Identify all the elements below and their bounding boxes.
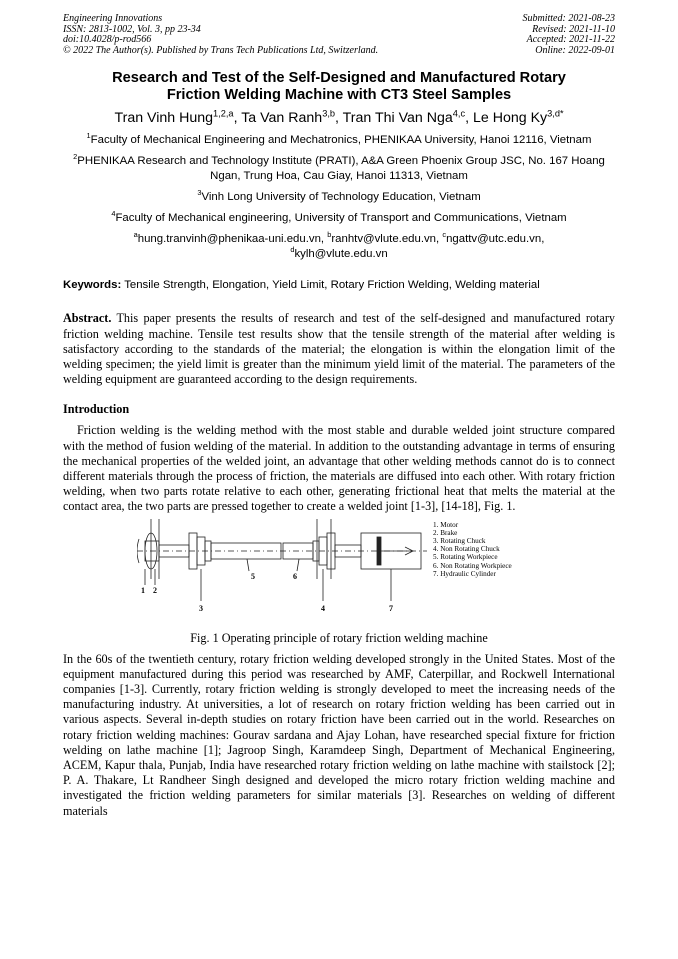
abstract bbox=[63, 311, 615, 387]
journal-name: Engineering Innovations bbox=[63, 13, 163, 24]
body-paragraph: Friction welding is the welding method with the most stable and durable welded joint structure compared with the method of fusion welding of the material. In addition to the outstanding advantage in terms of ensuring the mechanical properties of the welded joint, an advantage that other welding methods cannot do is to connect different materials through the process of friction, the materials are diffused into each other. With rotary friction welding, when two parts rotate relative to each other, generating frictional heat that melts the material at the contact area, the two parts are pressed together to create a welded joint [1-3], [14-18], Fig. 1. bbox=[63, 423, 615, 514]
issn: ISSN: 2813-1002, Vol. 3, pp 23-34 bbox=[63, 23, 201, 35]
affiliation: $^4$Faculty of Mechanical engineering, University of Transport and Communications, Vietnam bbox=[111, 209, 567, 225]
label-2: 2 bbox=[153, 585, 157, 595]
abstract-text: This paper presents the results of research and test of the self-designed and manufactured rotary friction welding machine. Tensile test results show that the tensile strength of the material after welding is satisfactory according to the standards of the material; the elongation is within the elongation limit of the welding specimen; the yield limit is greater than the minimum yield limit of the material. The parameters of the welding equipment are guaranteed according to the design requirements. bbox=[63, 311, 615, 387]
abstract-label: Abstract. bbox=[63, 311, 112, 326]
label-1: 1 bbox=[141, 585, 145, 595]
email-list: $^a$hung.tranvinh@phenikaa-uni.edu.vn, $^b$ranhtv@vlute.edu.vn, $^c$ngattv@utc.edu.vn, $^d$kylh@vlute.edu.vn bbox=[133, 230, 545, 261]
title-line-1: Research and Test of the Self-Designed and Manufactured Rotary bbox=[112, 70, 566, 87]
label-7: 7 bbox=[389, 603, 393, 613]
author: Tran Thi Van Nga$^{4,c}$, bbox=[342, 108, 473, 127]
keywords bbox=[63, 278, 615, 293]
body-paragraph: In the 60s of the twentieth century, rotary friction welding developed strongly in the United States. Most of the equipment manufactured during this period was researched by AMF, Caterpillar, and Rockwell International companies [1-3]. Currently, rotary friction welding is strongly developed to meet the increasing needs of the manufacturing industry. At universities, a lot of research on rotary friction welding has been carried out in various aspects. Several in-depth studies on rotary friction have been carried out in the world. Researches on rotary friction welding machines: Gourav sardana and Ajay Lohan, have researched special fixture for friction welding on lathe machine [1]; Jagroop Singh, Karamdeep Singh, Department of Mechanical Engineering, ACEM, Kapur thala, Punjab, India have researched rotary friction welding on lathe machine with stailstock [2]; P. A. Thakare, Lt Randheer Singh designed and developed the micro rotary friction welding machine and investigated the friction welding parameters for similar materials [3]. Researches on welding of different materials bbox=[63, 651, 615, 818]
legend-item: 6. Non Rotating Workpiece bbox=[433, 561, 512, 570]
title-line-2: Friction Welding Machine with CT3 Steel Samples bbox=[166, 87, 512, 104]
accepted-date: Accepted: 2021-11-22 bbox=[526, 34, 615, 46]
copyright: © 2022 The Author(s). Published by Trans Tech Publications Ltd, Switzerland. bbox=[63, 44, 379, 56]
label-6: 6 bbox=[293, 571, 297, 581]
email-link[interactable]: hung.tranvinh@phenikaa-uni.edu.vn, bbox=[137, 233, 328, 246]
legend-item: 7. Hydraulic Cylinder bbox=[433, 569, 496, 578]
online-date: Online: 2022-09-01 bbox=[535, 44, 615, 56]
affiliation: $^3$Vinh Long University of Technology Education, Vietnam bbox=[197, 188, 481, 204]
author-list bbox=[63, 109, 615, 127]
label-4: 4 bbox=[321, 603, 325, 613]
label-3: 3 bbox=[199, 603, 203, 613]
doi: doi:10.4028/p-rod566 bbox=[63, 34, 152, 46]
paper-title bbox=[63, 70, 615, 104]
publication-info bbox=[63, 14, 378, 56]
email-link[interactable]: ngattv@utc.edu.vn, bbox=[446, 233, 545, 246]
legend-item: 1. Motor bbox=[433, 520, 459, 529]
section-heading: Introduction bbox=[63, 402, 130, 417]
label-5: 5 bbox=[251, 571, 255, 581]
email-link[interactable]: kylh@vlute.edu.vn bbox=[294, 248, 388, 261]
figure-1 bbox=[63, 519, 615, 625]
submitted-date: Submitted: 2021-08-23 bbox=[522, 13, 615, 24]
paper-page bbox=[63, 14, 615, 819]
figure-legend bbox=[433, 521, 512, 578]
legend-item: 5. Rotating Workpiece bbox=[433, 553, 498, 562]
email-link[interactable]: ranhtv@vlute.edu.vn, bbox=[331, 233, 443, 246]
author: Le Hong $Ky^{3,d*}$ bbox=[473, 108, 564, 127]
legend-item: 2. Brake bbox=[433, 528, 458, 537]
dates-info bbox=[523, 14, 616, 56]
figure-caption: Fig. 1 Operating principle of rotary friction welding machine bbox=[190, 630, 488, 645]
legend-item: 3. Rotating Chuck bbox=[433, 537, 486, 546]
keywords-label: Keywords: bbox=[63, 279, 122, 292]
author: Tran Vinh Hung$^{1,2,a}$, bbox=[114, 108, 242, 127]
keywords-text: Tensile Strength, Elongation, Yield Limit, Rotary Friction Welding, Welding material bbox=[121, 279, 540, 292]
journal-header bbox=[63, 14, 615, 56]
legend-item: 4. Non Rotating Chuck bbox=[433, 545, 500, 554]
author: Ta Van Ranh$^{3,b}$, bbox=[241, 108, 343, 127]
affiliation: $^2$PHENIKAA Research and Technology Institute (PRATI), A&A Green Phoenix Group JSC, No. 167 Hoang Ngan, Trung Hoa, Cau Giay, Hanoi 11313, Vietnam bbox=[73, 152, 605, 183]
machine-diagram bbox=[137, 519, 437, 619]
affiliation: $^1$Faculty of Mechanical Engineering and Mechatronics, PHENIKAA University, Hanoi 12116, Vietnam bbox=[86, 131, 592, 147]
revised-date: Revised: 2021-11-10 bbox=[532, 23, 615, 35]
